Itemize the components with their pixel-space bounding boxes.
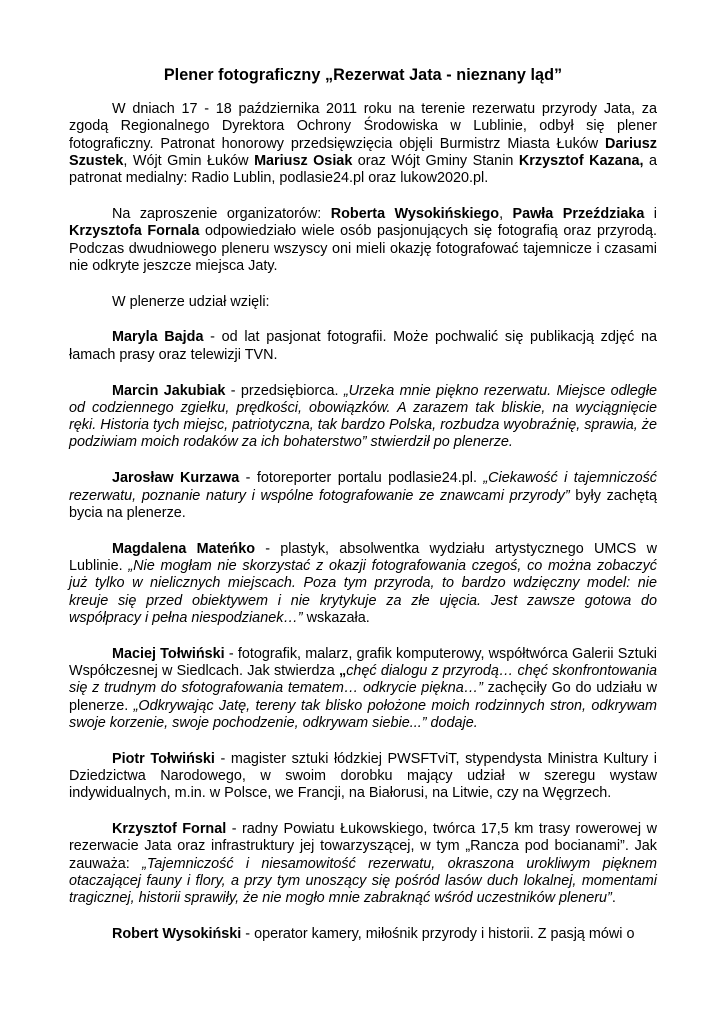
- text-run: - fotoreporter portalu podlasie24.pl.: [239, 470, 484, 487]
- name-robert-wysokinski: Roberta Wysokińskiego: [330, 205, 500, 222]
- paragraph-piotr-tolwinski: [69, 751, 657, 803]
- paragraph-organizers: [69, 206, 657, 275]
- text-run: W plenerze udział wzięli:: [112, 293, 270, 310]
- text-run: - plastyk, absolwentka wydziału artystycznego UMCS w Lublinie.: [69, 540, 657, 574]
- participant-name: Robert Wysokiński: [112, 925, 242, 942]
- name-dariusz-szustek: Dariusz Szustek: [69, 135, 657, 169]
- paragraph-participants-intro: [69, 294, 657, 311]
- text-run: a patronat medialny: Radio Lublin, podlasie24.pl oraz lukow2020.pl.: [69, 152, 657, 187]
- text-run: Na zaproszenie organizatorów:: [112, 205, 331, 222]
- paragraph-magdalena-matenko: [69, 541, 657, 627]
- quote-mark: „: [338, 662, 347, 679]
- text-run: i: [644, 205, 658, 222]
- participant-name: Piotr Tołwiński: [112, 750, 215, 767]
- text-run: - operator kamery, miłośnik przyrody i historii. Z pasją mówi o: [241, 925, 635, 942]
- name-krzysztof-fornal: Krzysztofa Fornala: [69, 223, 200, 240]
- text-run: wskazała.: [302, 609, 370, 626]
- participant-name: Maciej Tołwiński: [112, 645, 225, 662]
- quote: „Ciekawość i tajemniczość rezerwatu, poznanie natury i wspólne fotografowanie ze znawcami przyrody”: [69, 470, 657, 504]
- text-run: odpowiedziało wiele osób pasjonujących się fotografią oraz przyrodą. Podczas dwudniowego pleneru wszyscy oni mieli okazję fotografować tajemnicze i czasami nie odkryte jeszcze miejsca Jaty.: [69, 223, 657, 274]
- text-run: W dniach 17 - 18 października 2011 roku na terenie rezerwatu przyrody Jata, za zgodą Regionalnego Dyrektora Ochrony Środowiska w Lublinie, odbył się plener fotograficzny. Patronat honorowy przedsięwzięcia objęli Burmistrz Miasta Łuków: [69, 101, 657, 152]
- quote: „Tajemniczość i niesamowitość rezerwatu, okraszona urokliwym pięknem otaczającej fauny i flory, a przy tym unoszący się pośród lasów duch lokalnej, momentami tragicznej, historii sprawiły, że nie mogło mnie zabraknąć wśród uczestników pleneru”: [69, 855, 658, 907]
- quote: chęć dialogu z przyrodą… chęć skonfrontowania się z trudnym do sfotografowania tematem… odkrycie piękna…”: [69, 662, 657, 697]
- text-run: .: [611, 890, 616, 907]
- text-run: zachęciły Go do udziału w plenerze.: [69, 680, 657, 714]
- text-run: - od lat pasjonat fotografii. Może pochwalić się publikacją zdjęć na łamach prasy oraz telewizji TVN.: [69, 329, 657, 363]
- document-body: [69, 101, 657, 943]
- paragraph-robert-wysokinski: [69, 926, 657, 943]
- participant-name: Marcin Jakubiak: [112, 382, 226, 399]
- text-run: oraz Wójt Gminy Stanin: [352, 152, 519, 169]
- quote: „Odkrywając Jatę, tereny tak blisko położone moich rodzinnych stron, odkrywam swoje korzenie, swoje pochodzenie, odkrywam siebie...” dodaje.: [69, 697, 657, 731]
- paragraph-marcin-jakubiak: [69, 383, 657, 452]
- quote: „Nie mogłam nie skorzystać z okazji fotografowania czegoś, co można zobaczyć już tylko w nielicznych miejscach. Poza tym przyroda, to bardzo wdzięczny model: nie kreuje się przed obiektywem i nie krytykuje za złe ujęcia. Jest zawsze gotowa do współpracy i pełna niespodzianek…”: [69, 557, 657, 626]
- text-run: - przedsiębiorca.: [225, 382, 344, 399]
- text-run: - radny Powiatu Łukowskiego, twórca 17,5 km trasy rowerowej w rezerwacie Jata oraz infrastruktury jej towarzyszącej, w tym „Rancza pod bocianami”. Jak zauważa:: [69, 821, 657, 872]
- quote: „Urzeka mnie piękno rezerwatu. Miejsce odległe od codziennego zgiełku, prędkości, obowiązków. A zarazem tak bliskie, na wyciągnięcie ręki. Historia tych miejsc, patriotyczna, tak bardzo Polska, rozbudza wyobraźnię, sprawia, że podziwiam moich rodaków za ich bohaterstwo” stwierdził po plenerze.: [69, 382, 657, 451]
- paragraph-maryla-bajda: [69, 329, 657, 364]
- text-run: były zachętą bycia na plenerze.: [69, 487, 657, 521]
- name-mariusz-osiak: Mariusz Osiak: [254, 152, 353, 169]
- document-title: Plener fotograficzny „Rezerwat Jata - nieznany ląd”: [163, 66, 563, 84]
- name-krzysztof-kazana: Krzysztof Kazana,: [518, 152, 644, 169]
- text-run: , Wójt Gmin Łuków: [123, 152, 255, 169]
- text-run: - fotografik, malarz, grafik komputerowy, współtwórca Galerii Sztuki Współczesnej w Siedlcach. Jak stwierdza: [69, 645, 657, 679]
- participant-name: Maryla Bajda: [112, 329, 204, 346]
- paragraph-maciej-tolwinski: [69, 646, 657, 732]
- participant-name: Krzysztof Fornal: [112, 821, 227, 837]
- paragraph-jaroslaw-kurzawa: [69, 470, 657, 522]
- paragraph-krzysztof-fornal: [69, 821, 657, 907]
- participant-name: Magdalena Mateńko: [112, 540, 255, 557]
- text-run: ,: [499, 205, 513, 222]
- paragraph-intro: [69, 101, 657, 187]
- text-run: - magister sztuki łódzkiej PWSFTviT, stypendysta Ministra Kultury i Dziedzictwa Narodowego, w swoim dorobku mający udział w szeregu wystaw indywidualnych, m.in. w Polsce, we Francji, na Białorusi, na Litwie, czy na Węgrzech.: [69, 750, 657, 802]
- name-pawel-przezdziak: Pawła Przeździaka: [512, 205, 645, 222]
- participant-name: Jarosław Kurzawa: [112, 470, 240, 487]
